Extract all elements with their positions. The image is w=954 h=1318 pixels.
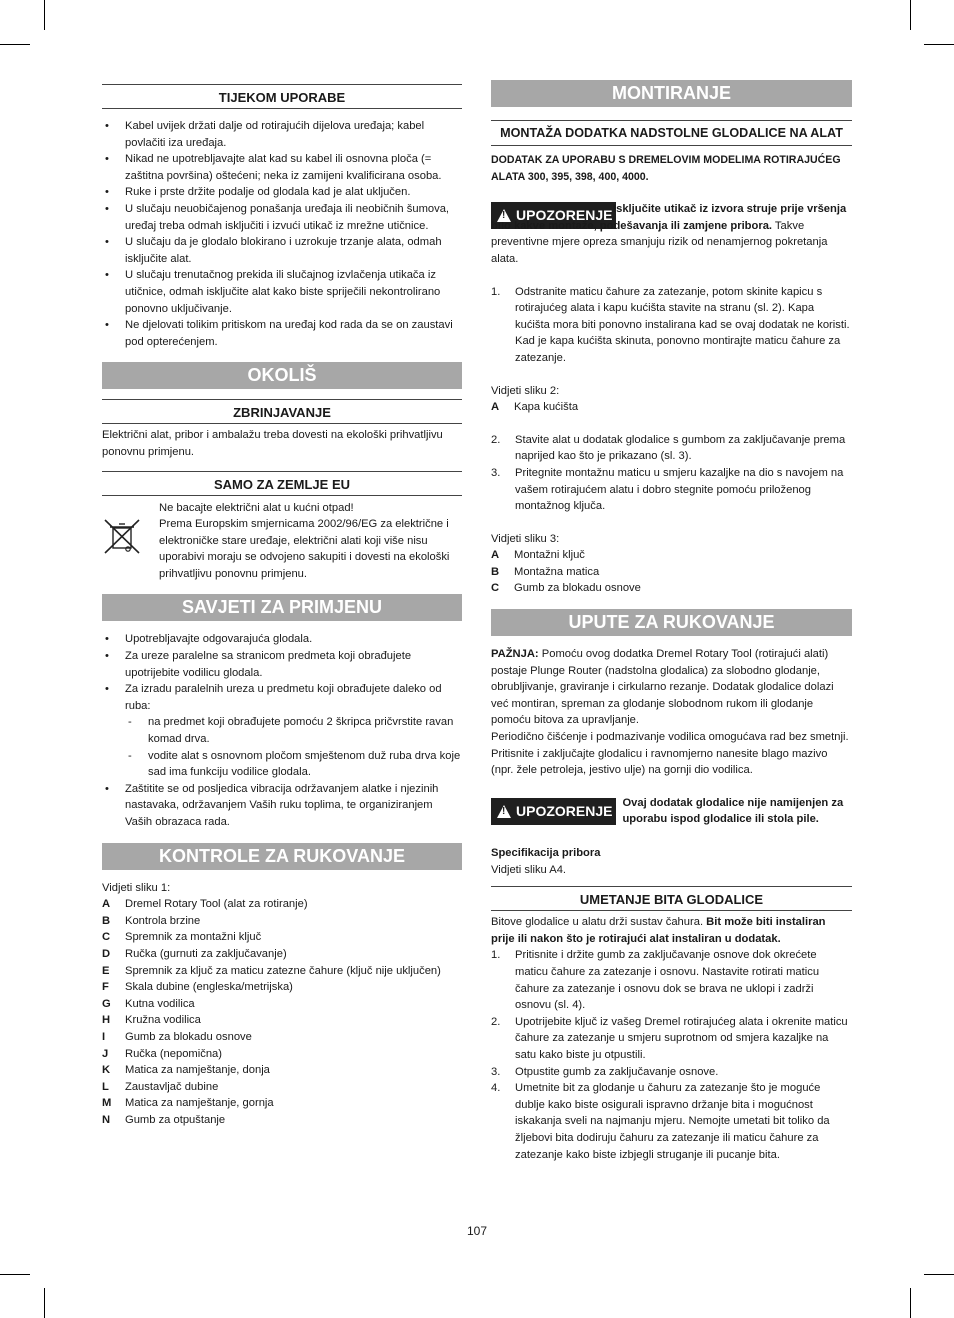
section-band-montiranje: MONTIRANJE [491, 80, 852, 107]
legend-value: Kontrola brzine [125, 914, 201, 927]
left-column [102, 80, 462, 1129]
step-number: 2. [491, 1015, 501, 1028]
page-number: 107 [466, 1224, 488, 1238]
crop-mark [924, 1274, 954, 1275]
legend-value: Dremel Rotary Tool (alat za rotiranje) [125, 898, 308, 911]
sub-list-item: - vodite alat s osnovnom pločom smještenom duž ruba drva koje sad ima funkciju vodilice glodala. [102, 748, 462, 781]
list-item: • U slučaju da je glodalo blokirano i uzrokuje trzanje alata, odmah isključite alat. [102, 234, 462, 267]
legend-value: Spremnik za montažni ključ [125, 931, 262, 944]
umetanje-intro: Bitove glodalice u alatu drži sustav čahura. Bit može biti instaliran prije ili nakon što je rotirajući alat instaliran u dodatak. [491, 916, 826, 945]
legend-key: B [102, 914, 111, 927]
step-text: Umetnite bit za glodanje u čahuru za zatezanje što je moguće dublje kako biste osigurali ispravno držanje bita i mogućnost iskakanja sveli na najmanju mjeru. Nemojte umetati bit toliko da žljebovi bita dodiruju čahuru za zatezanje ili maticu čahure za zatezanje kako biste izbjegli struganje ili pucanje bita. [515, 1082, 830, 1161]
fig2-legend-a: A Kapa kućišta [491, 401, 579, 414]
legend-key: M [102, 1097, 112, 1110]
section-band-savjeti: SAVJETI ZA PRIMJENU [102, 594, 462, 621]
legend-key: J [102, 1047, 109, 1060]
legend-value: Matica za namještanje, gornja [125, 1097, 274, 1110]
right-column [491, 80, 852, 1163]
step-text: Otpustite gumb za zaključavanje osnove. [515, 1065, 719, 1078]
eu-line1: Ne bacajte električni alat u kućni otpad! [159, 501, 354, 514]
spec-text: Vidjeti sliku A4. [491, 863, 567, 876]
paznja-text: PAŽNJA: Pomoću ovog dodatka Dremel Rotary Tool (rotirajući alati) postaje Plunge Router (nadstolna glodalica) za slobodno glodanje, obrubljivanje, graviranje i cirkularno rezanje. Dodatak glodalice dolazi već montiran, spreman za glodanje slobodnom rukom ili glodanje pomoću bitova za upravljanje. [491, 648, 834, 727]
legend-item [102, 1029, 462, 1046]
section-heading-tijekom: TIJEKOM UPORABE [102, 84, 462, 105]
kontrole-intro: Vidjeti sliku 1: [102, 881, 171, 894]
legend-key: N [102, 1113, 111, 1126]
legend-key: A [102, 898, 111, 911]
crop-mark [910, 0, 911, 30]
warning-badge: ! UPOZORENJE [491, 202, 616, 229]
section-heading-eu: SAMO ZA ZEMLJE EU [102, 471, 462, 492]
crossed-out-wheelie-bin-icon [102, 500, 159, 583]
legend-item [102, 929, 462, 946]
list-item [102, 681, 462, 714]
step-text: Upotrijebite ključ iz vašeg Dremel rotirajućeg alata i okrenite maticu čahure za zatezanje u smjeru suprotnom od smjera kazaljke na satu kako biste ju otpustili. [515, 1015, 848, 1061]
list-item: • Upotrebljavajte odgovarajuća glodala. [102, 631, 462, 648]
legend-key: D [102, 947, 111, 960]
savjeti-list-2 [102, 781, 462, 831]
legend-item [102, 1095, 462, 1112]
section-heading-montaza: MONTAŽA DODATKA NADSTOLNE GLODALICE NA ALAT [491, 120, 852, 141]
step-text: Pritisnite i držite gumb za zaključavanje osnove dok okrećete maticu čahure za zatezanje i osnovu. Nastavite rotirati maticu čahure za zatezanje i osnovu dok se brava ne uklopi i zadrži osnovu (sl. 4). [515, 949, 820, 1012]
section-band-upute: UPUTE ZA RUKOVANJE [491, 609, 852, 636]
legend-key: K [102, 1064, 111, 1077]
fig2-intro: Vidjeti sliku 2: [491, 384, 560, 397]
list-item: • Za ureze paralelne sa stranicom predmeta koji obrađujete upotrijebite vodilicu glodala. [102, 648, 462, 681]
sub-list-item: - na predmet koji obrađujete pomoću 2 škripca pričvrstite ravan komad drva. [102, 714, 462, 747]
legend-item [102, 1079, 462, 1096]
step-number: 4. [491, 1082, 501, 1095]
legend-item [102, 963, 462, 980]
crop-mark [44, 1288, 45, 1318]
savjeti-sublist [102, 714, 462, 780]
legend-key: C [102, 931, 111, 944]
list-item: • Ne djelovati tolikim pritiskom na uređaj kod rada da se on zaustavi pod opterećenjem. [102, 317, 462, 350]
spec-heading: Specifikacija pribora [491, 847, 601, 859]
legend-item [102, 896, 462, 913]
step-item [491, 1080, 852, 1163]
legend-value: Kutna vodilica [125, 997, 195, 1010]
eu-text: Prema Europskim smjernicama 2002/96/EG za električne i elektroničke stare uređaje, električni alati koji više nisu uporabivi moraju se odvojeno sakupiti i dovesti na ekološki prihvatljivu ponovnu primjenu. [159, 518, 450, 580]
list-item: • Zaštitite se od posljedica vibracija održavanjem alatke i njezinih nastavaka, održavanjem Vaših ruku toplima, te organiziranjem Vaših obrazaca rada. [102, 781, 462, 831]
legend-item [102, 1112, 462, 1129]
fig3-legend-a: A Montažni ključ [491, 549, 585, 562]
warning-triangle-icon: ! [497, 209, 511, 222]
step-number: 1. [491, 949, 501, 962]
crop-mark [910, 1288, 911, 1318]
models-text: DODATAK ZA UPORABU S DREMELOVIM MODELIMA ROTIRAJUĆEG ALATA 300, 395, 398, 400, 4000. [491, 154, 841, 183]
warning-1-rest: Takve preventivne mjere opreza smanjuju rizik od nenamjernog pokretanja alata. [491, 219, 828, 265]
legend-value: Gumb za blokadu osnove [125, 1030, 252, 1043]
legend-value: Ručka (gurnuti za zaključavanje) [125, 947, 287, 960]
section-heading-umetanje: UMETANJE BITA GLODALICE [491, 886, 852, 907]
legend-key: G [102, 997, 111, 1010]
legend-key: L [102, 1080, 109, 1093]
umetanje-steps [491, 947, 852, 1163]
fig3-legend-b: B Montažna matica [491, 565, 600, 578]
crop-mark [44, 0, 45, 30]
legend-item [102, 1062, 462, 1079]
legend-key: E [102, 964, 110, 977]
legend-value: Matica za namještanje, donja [125, 1064, 270, 1077]
section-heading-zbrinjavanje: ZBRINJAVANJE [102, 399, 462, 420]
legend-item [102, 913, 462, 930]
warning-2-text: Ovaj dodatak glodalice nije namijenjen za uporabu ispod glodalice ili stola pile. [622, 796, 844, 826]
fig3-intro: Vidjeti sliku 3: [491, 532, 560, 545]
legend-value: Ručka (nepomična) [125, 1047, 223, 1060]
step-item: 3. Pritegnite montažnu maticu u smjeru kazaljke na dio s navojem na vašem rotirajućem alatu i dobro stegnite pomoću priloženog montažnog ključa. [491, 466, 844, 513]
legend-value: Gumb za otpuštanje [125, 1113, 226, 1126]
montiranje-steps [491, 284, 852, 367]
savjeti-list [102, 631, 462, 714]
legend-value: Spremnik za ključ za maticu zatezne čahure (ključ nije uključen) [125, 964, 441, 977]
tijekom-list [102, 118, 462, 350]
warning-block-2 [491, 798, 852, 828]
fig3-legend-c: C Gumb za blokadu osnove [491, 582, 641, 595]
section-band-kontrole: KONTROLE ZA RUKOVANJE [102, 843, 462, 870]
warning-triangle-icon: ! [497, 805, 511, 818]
legend-item [102, 979, 462, 996]
list-item: • Ruke i prste držite podalje od glodala kad je alat uključen. [102, 184, 462, 201]
step-item [491, 1064, 852, 1081]
legend-value: Skala dubine (engleska/metrijska) [125, 981, 293, 994]
crop-mark [0, 44, 30, 45]
list-item: • U slučaju neuobičajenog ponašanja uređaja ili neobičnih šumova, uređaj treba odmah isključiti i izvući utikač iz mrežne utičnice. [102, 201, 462, 234]
step-item [491, 1014, 852, 1064]
step-item: 2. Stavite alat u dodatak glodalice s gumbom za zaključavanje prema naprijed kao što je prikazano (sl. 3). [491, 433, 846, 463]
step-number: 3. [491, 1065, 501, 1078]
list-item: • U slučaju trenutačnog prekida ili slučajnog izvlačenja utikača iz utičnice, odmah isključite alat kako biste spriječili nekontrolirano ponovno uključivanje. [102, 267, 462, 317]
warning-badge: ! UPOZORENJE [491, 798, 616, 825]
legend-key: I [102, 1030, 106, 1043]
legend-key: H [102, 1014, 111, 1027]
montiranje-steps-2 [491, 432, 852, 515]
legend-item [102, 946, 462, 963]
warning-1-bold: Isključite utikač iz izvora struje prije vršenja bilo kakve montaže, podešavanja ili zamjene pribora. [491, 203, 847, 232]
legend-item [102, 1046, 462, 1063]
list-item: • Nikad ne upotrebljavajte alat kad su kabel ili osnovna ploča (= zaštitna površina) oštećeni; neka iz zamijeni kvalificirana osoba. [102, 151, 462, 184]
section-band-okolis: OKOLIŠ [102, 362, 462, 389]
step-item [491, 947, 852, 1013]
list-item: • Kabel uvijek držati dalje od rotirajućih dijelova uređaja; kabel povlačiti iza uređaja. [102, 118, 462, 151]
crop-mark [924, 44, 954, 45]
legend-value: Zaustavljač dubine [125, 1080, 219, 1093]
zbrinjavanje-text: Električni alat, pribor i ambalažu treba dovesti na ekološki prihvatljivu ponovnu primjenu. [102, 429, 443, 458]
list-item-text: Za izradu paralelnih ureza u predmetu koji obrađujete daleko od ruba: [125, 683, 442, 712]
kontrole-legend [102, 896, 462, 1128]
legend-item [102, 996, 462, 1013]
step-item: 1. Odstranite maticu čahure za zatezanje, potom skinite kapicu s rotirajućeg alata i kapu kućišta stavite na stranu (sl. 2). Kapa kućišta mora biti ponovno instalirana kad se ovaj dodatak ne koristi. Kad je kapa kućišta skinuta, ponovno montirajte maticu čahure za zatezanje. [491, 285, 850, 364]
periodic-text: Periodično čišćenje i podmazivanje vodilica omogućava rad bez smetnji. Pritisnite i zaključajte glodalicu i ravnomjerno nanesite blago mazivo (npr. žele petroleja, jestivo ulje) na gornji dio vodilica. [491, 731, 849, 777]
legend-key: F [102, 981, 109, 994]
crop-mark [0, 1274, 30, 1275]
paznja-label: PAŽNJA: [491, 648, 539, 661]
eu-block [102, 500, 462, 583]
legend-item [102, 1012, 462, 1029]
legend-value: Kružna vodilica [125, 1014, 201, 1027]
